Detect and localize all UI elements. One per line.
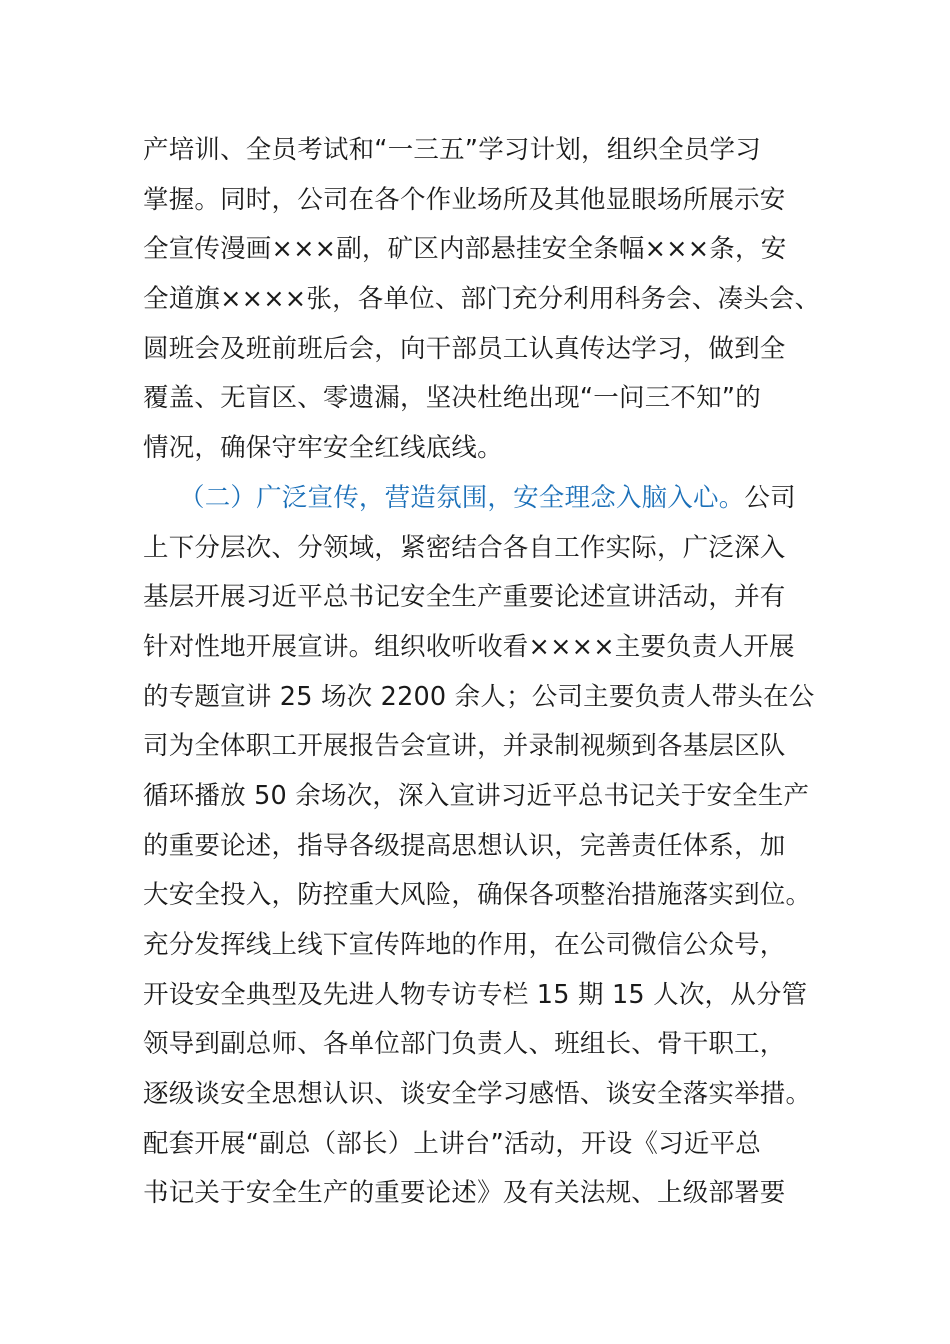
paragraph-line: 的专题宣讲 25 场次 2200 余人；公司主要负责人带头在公 [143,681,815,712]
paragraph-line: 循环播放 50 余场次，深入宣讲习近平总书记关于安全生产 [143,780,810,811]
paragraph-line: 产培训、全员考试和“一三五”学习计划，组织全员学习 [143,135,761,165]
paragraph-line: 逐级谈安全思想认识、谈安全学习感悟、谈安全落实举措。 [143,1079,812,1110]
paragraph-line: 圆班会及班前班后会，向干部员工认真传达学习，做到全 [143,333,786,364]
paragraph-line: 的重要论述，指导各级提高思想认识，完善责任体系，加 [143,830,786,861]
paragraph-line: 基层开展习近平总书记安全生产重要论述宣讲活动，并有 [143,582,786,613]
body-text [143,126,823,1219]
paragraph-line: 全宣传漫画×××副，矿区内部悬挂安全条幅×××条，安 [143,234,787,265]
paragraph-line: 开设安全典型及先进人物专访专栏 15 期 15 人次，从分管 [143,979,808,1010]
paragraph-text: 公司 [744,482,796,513]
paragraph-line: 覆盖、无盲区、零遗漏，坚决杜绝出现“一问三不知”的 [143,383,761,414]
paragraph-line: 上下分层次、分领域，紧密结合各自工作实际，广泛深入 [143,532,786,563]
paragraph-line: 司为全体职工开展报告会宣讲，并录制视频到各基层区队 [143,731,786,762]
section-heading-line [143,474,823,524]
paragraph-line: 针对性地开展宣讲。组织收听收看××××主要负责人开展 [143,631,795,662]
paragraph-line: 大安全投入，防控重大风险，确保各项整治措施落实到位。 [143,880,812,911]
paragraph-line: 书记关于安全生产的重要论述》及有关法规、上级部署要 [143,1178,786,1209]
section-heading: （二）广泛宣传，营造氛围，安全理念入脑入心。 [179,482,745,513]
paragraph-line: 掌握。同时，公司在各个作业场所及其他显眼场所展示安 [143,184,786,215]
paragraph-line: 情况，确保守牢安全红线底线。 [143,433,503,464]
paragraph-line: 领导到副总师、各单位部门负责人、班组长、骨干职工， [143,1029,786,1060]
paragraph-line: 配套开展“副总（部长）上讲台”活动，开设《习近平总 [143,1128,761,1159]
paragraph-line: 充分发挥线上线下宣传阵地的作用，在公司微信公众号， [143,930,786,960]
paragraph-line: 全道旗××××张，各单位、部门充分利用科务会、凑头会、 [143,284,821,315]
